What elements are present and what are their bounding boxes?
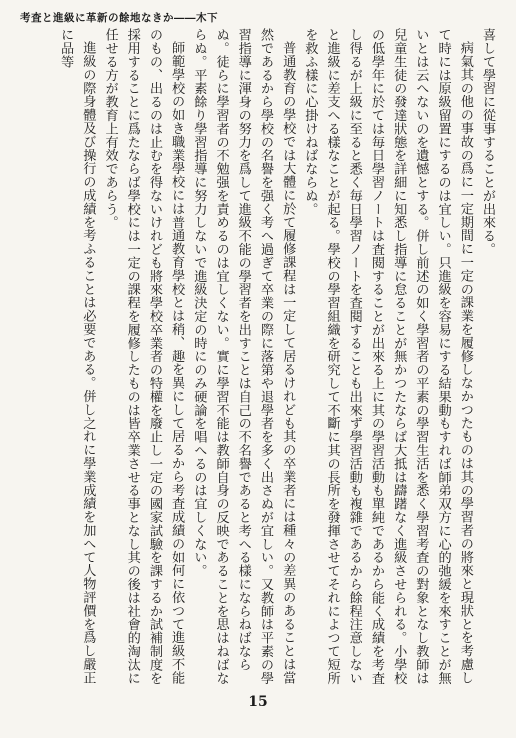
paragraph-1: 喜して學習に從事することが出來る。 [480, 28, 495, 256]
page-number: 15 [248, 694, 268, 710]
paragraph-4: 師範學校の如き職業學校には普通教育學校とは稍、趣を異にして居るから考査成績の如何に依つて進級不能のもの、出るのは止むを得ないけれども將來學校卒業者の特權を廢止し一定の國家試驗を課するか試補制度を採用することに爲たならば學校には一定の課程を履修したものは皆卒業させる事となし其の後は社會的淘汰に任せる方が教育上有效であらう。 [102, 28, 185, 685]
running-header: 考査と進級に革新の餘地なきか――木下 [20, 12, 218, 24]
paragraph-5: 進級の際身體及び操行の成績を考ふることは必要である。併し之れに學業成績を加へて人物評價を爲し嚴正に品等 [58, 28, 96, 685]
page-body-text [22, 28, 498, 690]
paragraph-2: 病氣其の他の事故の爲に一定期間に一定の課業を履修しなかつたものは其の學習者の將來と現狀とを考慮して時には原級留置にするのは宜しい。只進級を容易にする結果動もすれば師弟双方に心的弛緩を來すことが無いとは云へないのを遺憾とする。併し前述の如く學習者の平素の學習生活を悉く學習考査の對象となし教師は兒童生徒の發達狀態を詳細に知悉し指導に怠ることが無かつたならば大抵は躊躇なく進級させられる。小學校の低學年に於ては毎日學習ノートは査閱することが出來る上に其の學習活動も單純であるから能く成績を考査し得るが上級に至ると悉く毎日學習ノートを査閱することも出來ず學習活動も複雜であるから餘程注意しないと進級に差支へる樣なことが起る。學校の學習組織を研究して不斷に其の長所を發揮させてそれによつて短所を救ふ樣に心掛けねばならぬ。 [302, 28, 473, 685]
paragraph-3: 普通教育の學校では大體に於て履修課程は一定して居るけれども其の卒業者には種々の差異のあることは當然であるから學校の名譽を强く考へ過ぎて卒業の際に落第や退學者を多く出さぬが宜しい。又教師は平素の學習指導に渾身の努力を爲して進級不能の學習者を出すことは自己の不名譽であると考へる樣にならねばならぬ。徒らに學習者の不勉强を責めるのは宜しくない。實に學習不能は教師自身の反映であることを思はねばならぬ。平素餘り學習指導に努力しないで進級決定の時にのみ硬論を唱へるのは宜しくない。 [191, 28, 296, 685]
